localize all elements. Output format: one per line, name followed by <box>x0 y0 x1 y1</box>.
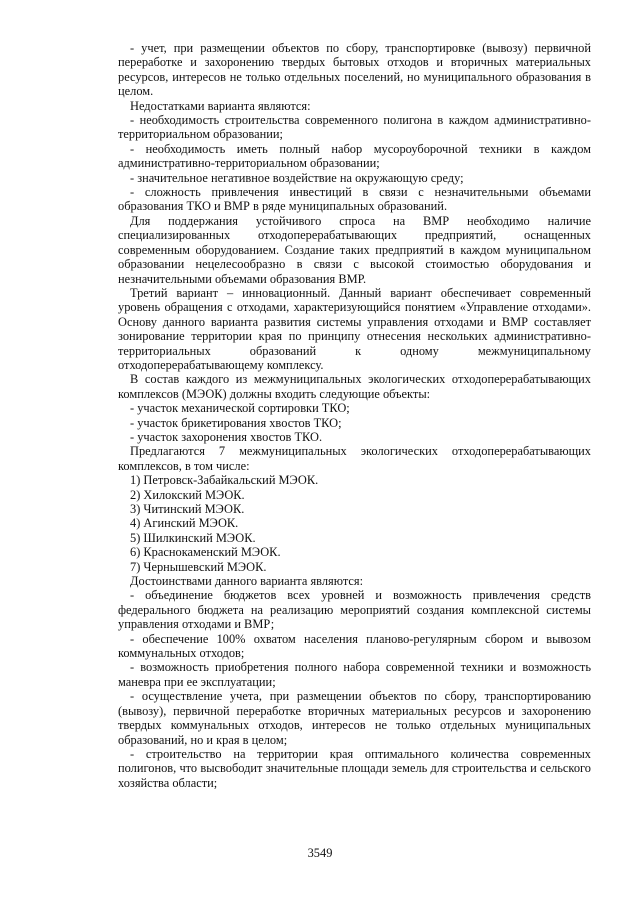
paragraph-3: - необходимость строительства современного полигона в каждом административно-территориальном образовании; <box>118 113 591 142</box>
paragraph-26: - строительство на территории края оптимального количества современных полигонов, что высвободит значительные площади земель для строительства и сельского хозяйства области; <box>118 746 591 790</box>
page-number: 3549 <box>307 846 333 860</box>
paragraph-6: - сложность привлечения инвестиций в связи с незначительными объемами образования ТКО и ВМР в ряде муниципальных образований. <box>118 185 591 214</box>
list-item: - участок механической сортировки ТКО; <box>130 401 350 416</box>
paragraph-25: - осуществление учета, при размещении объектов по сбору, транспортированию (вывозу), первичной переработке вторичных материальных ресурсов и захоронению твердых коммунальных отходов, интересов не только отдельных муниципальных образований, но и края в целом; <box>118 689 591 747</box>
paragraph-24: - возможность приобретения полного набора современной техники и возможность маневра при ее эксплуатации; <box>118 660 591 689</box>
list-item: 6) Краснокаменский МЭОК. <box>130 545 281 560</box>
paragraph-4: - необходимость иметь полный набор мусороуборочной техники в каждом административно-территориальном образовании; <box>118 141 591 171</box>
list-item: 5) Шилкинский МЭОК. <box>130 530 256 545</box>
paragraph-9: В состав каждого из межмуниципальных экологических отходоперерабатывающих комплексов (МЭОК) должны входить следующие объекты: <box>118 372 591 401</box>
paragraph-22: - объединение бюджетов всех уровней и возможность привлечения средств федерального бюджета на реализацию мероприятий создания комплексной системы управления отходами и ВМР; <box>118 588 591 632</box>
paragraph-21: Достоинствами данного варианта являются: <box>130 574 364 589</box>
list-item: 7) Чернышевский МЭОК. <box>130 559 267 574</box>
paragraph-13: Предлагаются 7 межмуниципальных экологических отходоперерабатывающих комплексов, в том числе: <box>118 444 591 473</box>
paragraph-23: - обеспечение 100% охватом населения планово-регулярным сбором и вывозом коммунальных отходов; <box>118 631 591 661</box>
list-item: - участок захоронения хвостов ТКО. <box>130 429 323 444</box>
paragraph-7: Для поддержания устойчивого спроса на ВМР необходимо наличие специализированных отходоперерабатывающих предприятий, оснащенных современным оборудованием. Создание таких предприятий в каждом муниципальном образовании нецелесообразно в связи с высокой стоимостью оборудования и незначительными объемами образования ВМР. <box>118 213 591 286</box>
list-item: 1) Петровск-Забайкальский МЭОК. <box>130 473 319 488</box>
paragraph-1: - учет, при размещении объектов по сбору, транспортировке (вывозу) первичной переработке и захоронению твердых бытовых отходов и вторичных материальных ресурсов, интересов не только отдельных поселений, но муниципального образования в целом. <box>118 41 591 99</box>
list-item: - участок брикетирования хвостов ТКО; <box>130 415 342 430</box>
paragraph-8: Третий вариант – инновационный. Данный вариант обеспечивает современный уровень обращения с отходами, характеризующийся понятием «Управление отходами». Основу данного варианта развития системы управления отходами и ВМР составляет зонирование территории края по принципу отнесения нескольких административно-территориальных образований к одному межмуниципальному отходоперерабатывающему комплексу. <box>118 285 591 372</box>
list-item: 2) Хилокский МЭОК. <box>130 487 245 502</box>
paragraph-2: Недостатками варианта являются: <box>130 98 311 113</box>
paragraph-5: - значительное негативное воздействие на окружающую среду; <box>130 170 464 185</box>
list-item: 4) Агинский МЭОК. <box>130 516 239 531</box>
list-item: 3) Читинский МЭОК. <box>130 502 245 516</box>
